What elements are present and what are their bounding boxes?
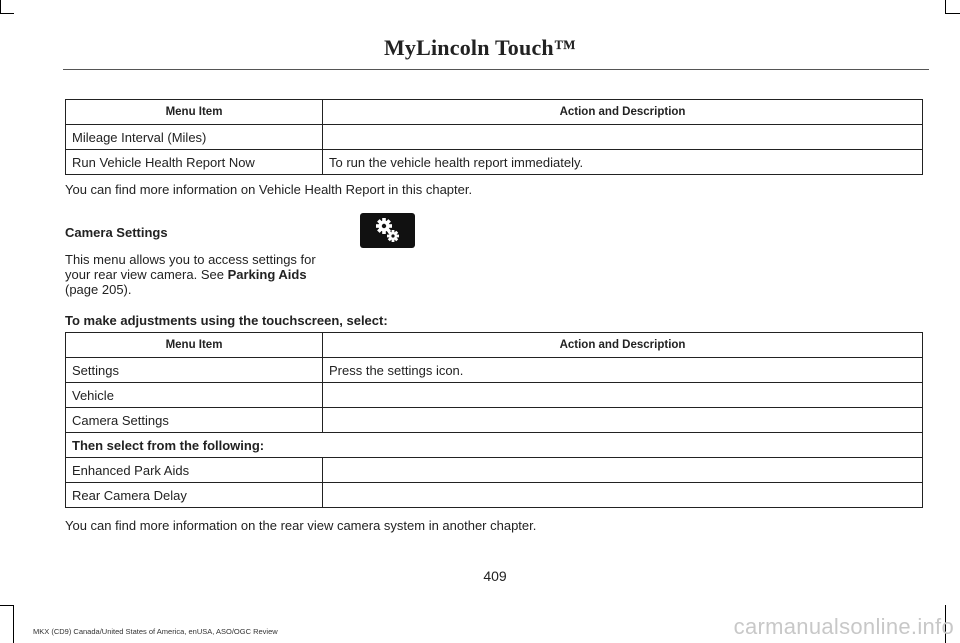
- settings-gears-icon: [360, 213, 415, 248]
- column-header: Menu Item: [66, 333, 323, 358]
- description-cell: [323, 483, 923, 508]
- table-row: [66, 408, 923, 433]
- table-row: [66, 358, 923, 383]
- table-health-report: [65, 99, 923, 175]
- menu-item-cell: Rear Camera Delay: [66, 483, 323, 508]
- section-body-line: [65, 267, 316, 282]
- crop-mark: [0, 13, 14, 14]
- crop-mark: [945, 0, 946, 14]
- description-cell: [323, 125, 923, 150]
- camera-system-note: You can find more information on the rear view camera system in another chapter.: [65, 518, 537, 533]
- description-cell: [323, 458, 923, 483]
- column-header: Menu Item: [66, 100, 323, 125]
- section-heading: Camera Settings: [65, 225, 168, 240]
- table-row: [66, 383, 923, 408]
- description-cell: To run the vehicle health report immediately.: [323, 150, 923, 175]
- table-row: [66, 125, 923, 150]
- page-header-title: MyLincoln Touch™: [383, 35, 577, 60]
- section-body: [65, 252, 316, 297]
- table-camera-settings: [65, 332, 923, 508]
- description-cell: [323, 408, 923, 433]
- menu-item-cell: Camera Settings: [66, 408, 323, 433]
- crop-mark: [0, 605, 14, 606]
- description-cell: Press the settings icon.: [323, 358, 923, 383]
- parking-aids-link[interactable]: Parking Aids: [227, 267, 307, 282]
- menu-item-cell: Settings: [66, 358, 323, 383]
- table-header-row: [66, 100, 923, 125]
- column-header: Action and Description: [323, 100, 923, 125]
- instruction-text: To make adjustments using the touchscreen, select:: [65, 313, 388, 328]
- footer-text: MKX (CD9) Canada/United States of America, enUSA, ASO/OGC Review: [33, 627, 278, 636]
- section-body-line: (page 205).: [65, 282, 132, 297]
- menu-item-cell: Enhanced Park Aids: [66, 458, 323, 483]
- table-span-row: [66, 433, 923, 458]
- table-header-row: [66, 333, 923, 358]
- health-report-note: You can find more information on Vehicle Health Report in this chapter.: [65, 182, 473, 197]
- span-row-cell: Then select from the following:: [66, 433, 923, 458]
- table-row: [66, 483, 923, 508]
- menu-item-cell: Run Vehicle Health Report Now: [66, 150, 323, 175]
- crop-mark: [13, 605, 14, 643]
- page-number: 409: [483, 568, 507, 584]
- table-row: [66, 150, 923, 175]
- menu-item-cell: Vehicle: [66, 383, 323, 408]
- menu-item-cell: Mileage Interval (Miles): [66, 125, 323, 150]
- watermark: carmanualsonline.info: [733, 614, 954, 639]
- description-cell: [323, 383, 923, 408]
- column-header: Action and Description: [323, 333, 923, 358]
- section-body-text: your rear view camera. See: [65, 267, 228, 282]
- section-body-line: This menu allows you to access settings for: [65, 252, 316, 267]
- table-row: [66, 458, 923, 483]
- crop-mark: [0, 0, 1, 14]
- header-rule: [63, 69, 929, 70]
- crop-mark: [945, 13, 960, 14]
